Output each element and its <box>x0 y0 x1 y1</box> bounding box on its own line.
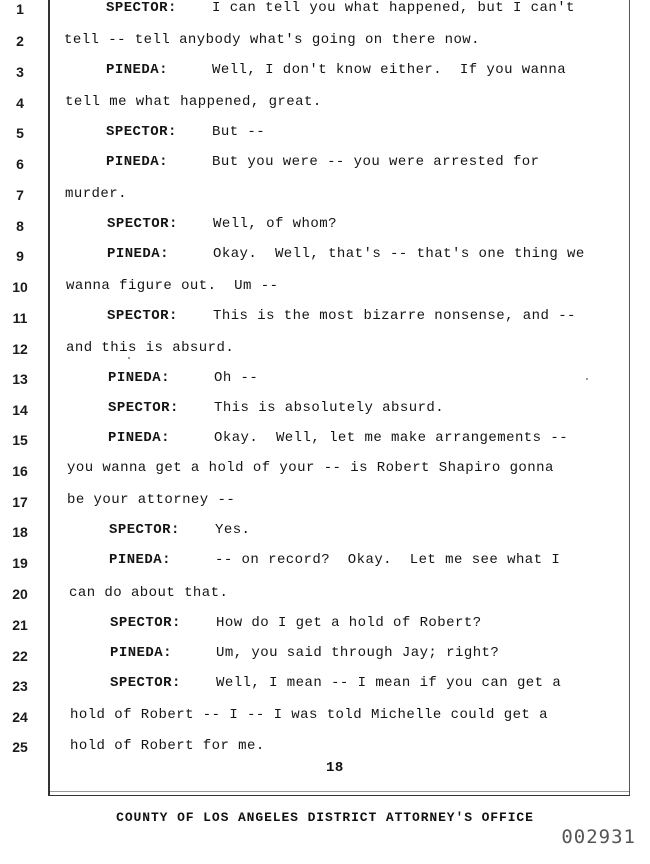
line-number: 23 <box>12 678 28 694</box>
line-number: 16 <box>12 463 28 479</box>
line-text: -- on record? Okay. Let me see what I <box>215 552 561 568</box>
line-number: 7 <box>16 187 24 203</box>
line-number: 18 <box>12 524 28 540</box>
line-text: This is the most bizarre nonsense, and -- <box>213 308 576 324</box>
scan-speck <box>128 357 130 359</box>
line-text: can do about that. <box>69 585 229 601</box>
line-text: This is absolutely absurd. <box>214 400 445 416</box>
line-text: Yes. <box>215 522 251 538</box>
transcript-line <box>108 400 444 416</box>
line-text: Oh -- <box>214 370 259 386</box>
speaker-label: PINEDA: <box>106 154 168 170</box>
line-text: wanna figure out. Um -- <box>66 278 279 294</box>
transcript-line <box>64 32 480 48</box>
line-text: tell me what happened, great. <box>65 94 322 110</box>
line-text: Well, I don't know either. If you wanna <box>212 62 567 78</box>
line-number: 24 <box>12 709 28 725</box>
line-text: murder. <box>65 186 127 202</box>
transcript-line <box>106 62 566 78</box>
transcript-line <box>106 0 575 16</box>
line-text: Okay. Well, let me make arrangements -- <box>214 430 569 446</box>
line-number: 13 <box>12 371 28 387</box>
line-number: 6 <box>16 156 24 172</box>
line-number: 14 <box>12 402 28 418</box>
line-number: 1 <box>16 1 24 17</box>
speaker-label: SPECTOR: <box>106 124 177 140</box>
line-text: be your attorney -- <box>67 492 236 508</box>
transcript-line <box>107 216 337 232</box>
line-text: Well, of whom? <box>213 216 337 232</box>
speaker-label: SPECTOR: <box>107 216 178 232</box>
line-number: 5 <box>16 125 24 141</box>
line-number: 2 <box>16 33 24 49</box>
transcript-line <box>66 278 278 294</box>
line-text: you wanna get a hold of your -- is Robert Shapiro gonna <box>67 460 554 476</box>
speaker-label: PINEDA: <box>107 246 169 262</box>
speaker-label: SPECTOR: <box>110 675 181 691</box>
line-number: 15 <box>12 432 28 448</box>
speaker-label: SPECTOR: <box>107 308 178 324</box>
speaker-label: PINEDA: <box>109 552 171 568</box>
line-text: hold of Robert -- I -- I was told Michelle could get a <box>70 707 548 723</box>
transcript-line <box>107 308 576 324</box>
transcript-line <box>108 370 258 386</box>
line-text: But -- <box>212 124 266 140</box>
transcript-line <box>109 552 560 568</box>
transcript-line <box>107 246 585 262</box>
line-number: 11 <box>12 310 28 326</box>
line-text: But you were -- you were arrested for <box>212 154 540 170</box>
line-number: 25 <box>12 739 28 755</box>
scan-speck <box>586 378 588 380</box>
line-number: 12 <box>12 341 28 357</box>
line-number: 20 <box>12 586 28 602</box>
transcript-line <box>70 707 548 723</box>
transcript-line <box>67 492 235 508</box>
transcript-line <box>110 675 561 691</box>
bates-number: 002931 <box>561 826 636 848</box>
line-text: Well, I mean -- I mean if you can get a <box>216 675 562 691</box>
bottom-inner-rule <box>50 791 629 792</box>
transcript-line <box>108 430 568 446</box>
line-number: 8 <box>16 218 24 234</box>
transcript-line <box>110 615 482 631</box>
line-text: Um, you said through Jay; right? <box>216 645 500 661</box>
line-text: How do I get a hold of Robert? <box>216 615 482 631</box>
speaker-label: PINEDA: <box>110 645 172 661</box>
speaker-label: SPECTOR: <box>108 400 179 416</box>
speaker-label: PINEDA: <box>108 370 170 386</box>
line-text: Okay. Well, that's -- that's one thing we <box>213 246 585 262</box>
speaker-label: SPECTOR: <box>110 615 181 631</box>
line-text: tell -- tell anybody what's going on there now. <box>64 32 481 48</box>
line-number: 10 <box>12 279 28 295</box>
line-number: 9 <box>16 248 24 264</box>
line-number: 3 <box>16 64 24 80</box>
line-number: 19 <box>12 555 28 571</box>
speaker-label: SPECTOR: <box>109 522 180 538</box>
line-number: 21 <box>12 617 28 633</box>
line-number: 17 <box>12 494 28 510</box>
transcript-line <box>106 124 265 140</box>
line-text: and this is absurd. <box>66 340 235 356</box>
line-number: 4 <box>16 95 24 111</box>
speaker-label: SPECTOR: <box>106 0 177 16</box>
left-margin-rule <box>48 0 50 796</box>
page-number: 18 <box>326 760 344 776</box>
office-footer: COUNTY OF LOS ANGELES DISTRICT ATTORNEY'S OFFICE <box>116 810 534 825</box>
line-number: 22 <box>12 648 28 664</box>
transcript-line <box>70 738 265 754</box>
transcript-line <box>110 645 499 661</box>
speaker-label: PINEDA: <box>108 430 170 446</box>
line-text: hold of Robert for me. <box>70 738 265 754</box>
transcript-line <box>65 94 322 110</box>
line-text: I can tell you what happened, but I can't <box>212 0 575 16</box>
transcript-line <box>65 186 127 202</box>
transcript-line <box>109 522 250 538</box>
transcript-line <box>69 585 228 601</box>
speaker-label: PINEDA: <box>106 62 168 78</box>
bottom-margin-rule <box>48 795 630 796</box>
right-margin-rule <box>629 0 630 796</box>
transcript-line <box>66 340 234 356</box>
transcript-line <box>106 154 540 170</box>
transcript-line <box>67 460 554 476</box>
